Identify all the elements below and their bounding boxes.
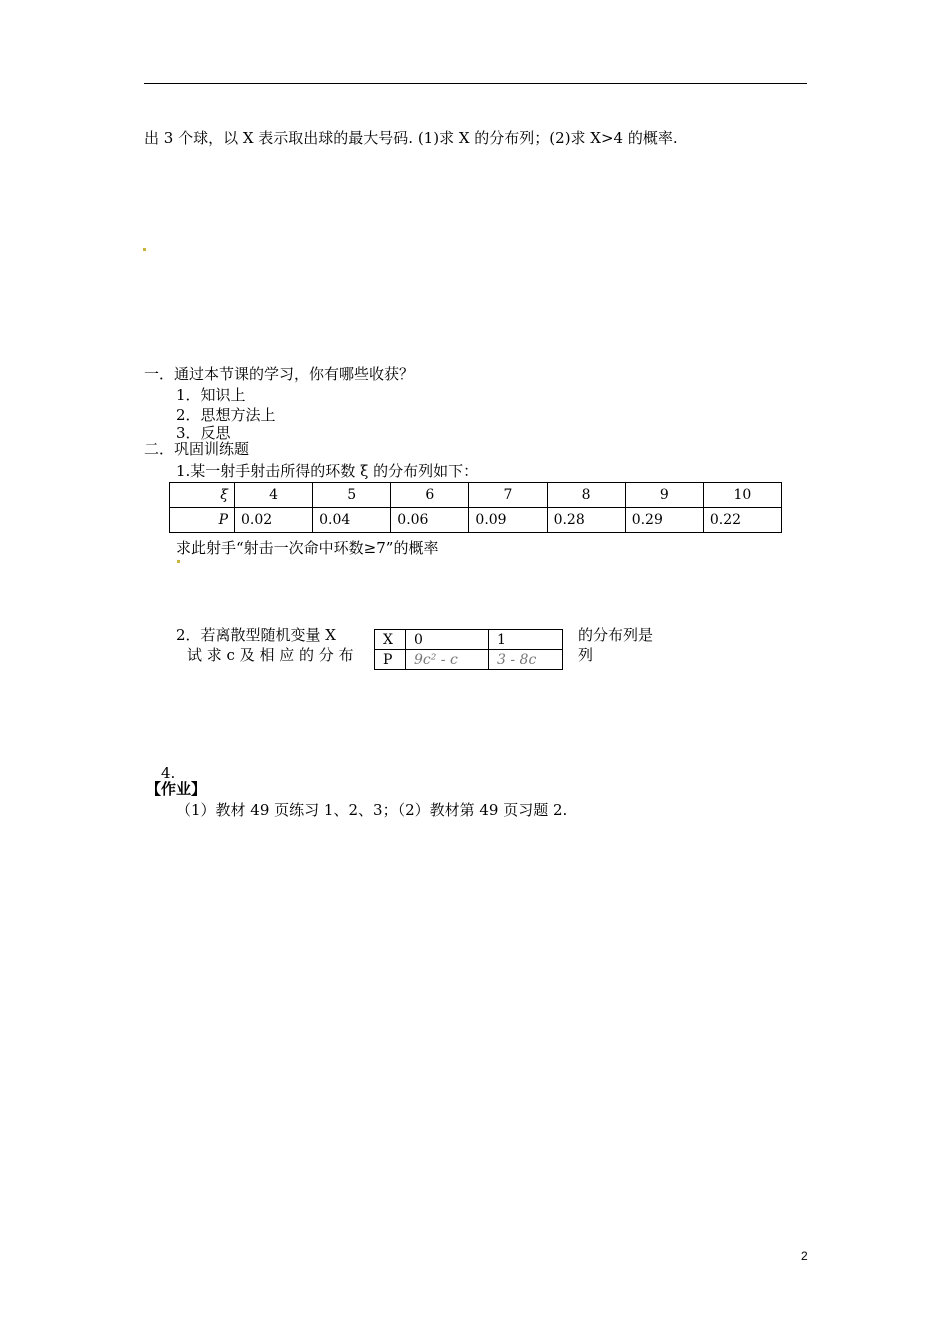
decorative-dot	[143, 248, 146, 251]
q2-left-line-2: 试 求 c 及 相 应 的 分 布	[187, 646, 354, 664]
practice-heading: 二．巩固训练题	[144, 440, 250, 458]
q2-row-label: P	[375, 650, 406, 670]
q1-prob-cell: 0.09	[469, 508, 547, 533]
homework-heading: 【作业】	[146, 780, 207, 798]
q1-head-cell: 10	[703, 483, 781, 508]
q1-head-cell: 8	[547, 483, 625, 508]
q2-head-cell: 0	[406, 630, 489, 650]
problem-line: 出 3 个球，以 X 表示取出球的最大号码. (1)求 X 的分布列；(2)求 X>4 的概率.	[144, 129, 678, 147]
summary-item-2: 2．思想方法上	[176, 406, 276, 424]
q1-distribution-table	[169, 482, 782, 533]
page-number: 2	[801, 1249, 808, 1263]
homework-text: （1）教材 49 页练习 1、2、3；（2）教材第 49 页习题 2.	[176, 801, 568, 819]
q2-prob-cell: 9c² - c	[406, 650, 489, 670]
decorative-dot	[177, 560, 180, 563]
q2-right-line-2: 列	[578, 646, 594, 664]
q1-row-label: P	[170, 508, 235, 533]
q1-head-cell: 9	[625, 483, 703, 508]
q2-right-line-1: 的分布列是	[578, 626, 654, 644]
q1-text: 1.某一射手射击所得的环数 ξ 的分布列如下：	[176, 462, 479, 480]
q1-head-cell: 5	[313, 483, 391, 508]
q2-head-cell: 1	[489, 630, 563, 650]
q1-head-label: ξ	[170, 483, 235, 508]
q1-head-cell: 6	[391, 483, 469, 508]
header-rule	[144, 83, 807, 84]
q2-prob-cell: 3 - 8c	[489, 650, 563, 670]
q1-prob-cell: 0.28	[547, 508, 625, 533]
summary-item-1: 1．知识上	[176, 386, 246, 404]
q1-prob-cell: 0.29	[625, 508, 703, 533]
q1-head-cell: 7	[469, 483, 547, 508]
q1-question: 求此射手“射击一次命中环数≥7”的概率	[176, 539, 439, 557]
q2-left-line-1: 2．若离散型随机变量 X	[176, 626, 336, 644]
q2-head-label: X	[375, 630, 406, 650]
q1-prob-cell: 0.02	[235, 508, 313, 533]
q1-prob-cell: 0.22	[703, 508, 781, 533]
q2-distribution-table	[374, 629, 563, 670]
summary-heading: 一．通过本节课的学习，你有哪些收获？	[144, 365, 415, 383]
summary-item-3: 3．反思	[176, 424, 231, 442]
homework-number: 4.	[161, 764, 176, 782]
q1-prob-cell: 0.04	[313, 508, 391, 533]
q1-prob-cell: 0.06	[391, 508, 469, 533]
q1-head-cell: 4	[235, 483, 313, 508]
